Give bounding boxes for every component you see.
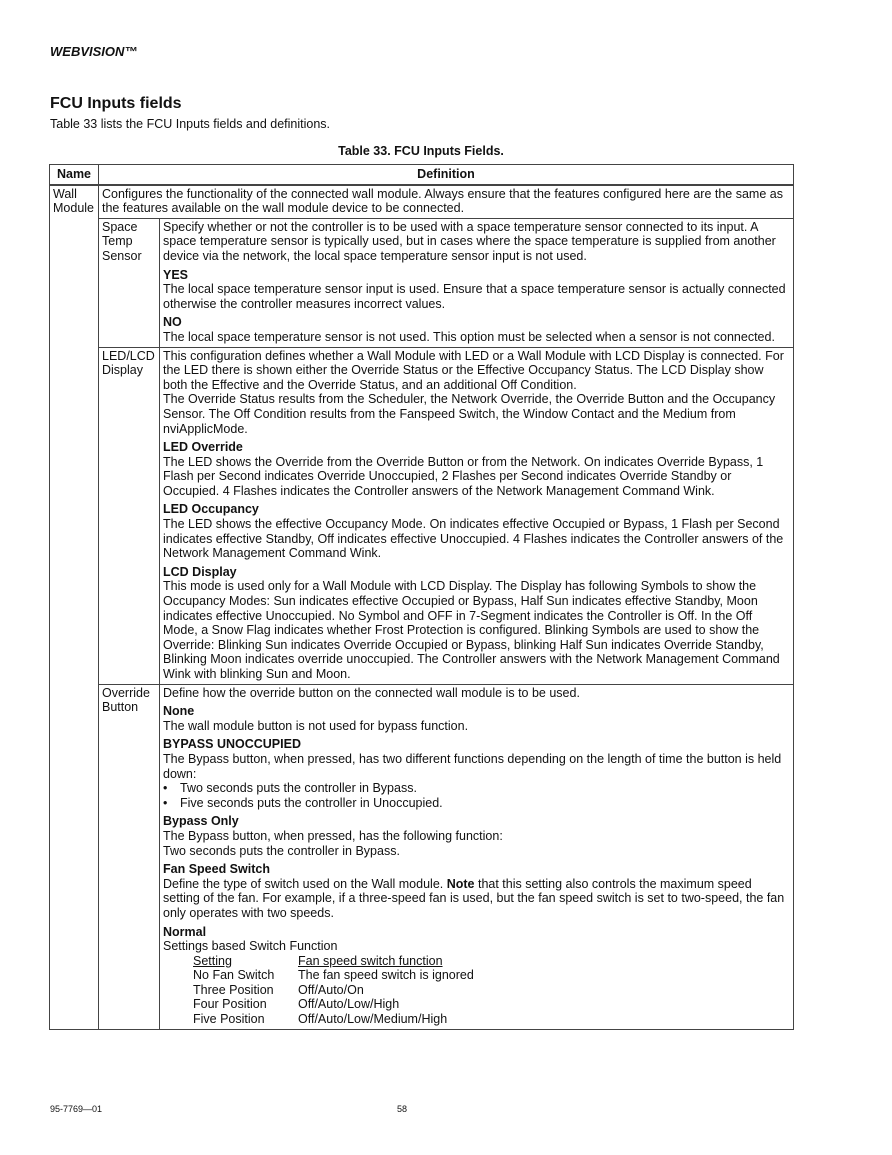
option-text: The local space temperature sensor is not used. This option must be selected when a sensor is not connected. — [163, 329, 775, 344]
option-title: Bypass Only — [163, 814, 239, 829]
header-name: Name — [50, 165, 99, 185]
settings-cell: Off/Auto/Low/Medium/High — [298, 1012, 448, 1027]
option-text: The local space temperature sensor input is used. Ensure that a space temperature sensor is actually connected otherwise the controller measures incorrect values. — [163, 282, 786, 311]
settings-row — [193, 997, 484, 1012]
option-text: Two seconds puts the controller in Bypass. — [163, 843, 400, 858]
list-item: • Five seconds puts the controller in Unoccupied. — [163, 796, 790, 811]
option-title: YES — [163, 267, 189, 282]
table-row — [50, 185, 794, 219]
settings-cell: Five Position — [193, 1012, 265, 1027]
option-title: Normal — [163, 924, 207, 939]
override-definition — [160, 684, 794, 1029]
option-title: LED Override — [163, 440, 243, 455]
note-label: Note — [446, 876, 475, 891]
header-definition: Definition — [99, 165, 794, 185]
settings-cell: Off/Auto/On — [298, 982, 364, 997]
option-text — [163, 877, 790, 921]
option-text: This mode is used only for a Wall Module with LCD Display. The Display has following Symbols to show the Occupancy Modes: Sun indicates effective Occupied or Bypass, Half Sun indicates effective Standby, Moon indicates effective Unoccupied. No Symbol and OFF in 7-Segment indicates the Controller is Off. In the Off Mode, a Snow Flag indicates whether Frost Protection is configured. Blinking Symbols are used to show the Override: Blinking Sun indicates Override Occupied or Bypass, blinking Half Sun indicates Override Standby, Blinking Moon indicates override unoccupied. The Controller answers with the Network Management Command Wink with blinking Sun and Moon. — [163, 579, 780, 681]
settings-header-row — [193, 954, 484, 969]
override-intro: Define how the override button on the connected wall module is to be used. — [163, 685, 580, 700]
settings-header-setting: Setting — [193, 953, 232, 968]
option-title: BYPASS UNOCCUPIED — [163, 737, 301, 752]
subrow-name-override: Override Button — [99, 684, 160, 1029]
list-item: • Two seconds puts the controller in Bypass. — [163, 781, 790, 796]
settings-table — [193, 954, 484, 1027]
settings-header-function: Fan speed switch function — [298, 953, 443, 968]
option-title: LED Occupancy — [163, 502, 259, 517]
option-text: Settings based Switch Function — [163, 939, 338, 954]
settings-cell: Three Position — [193, 982, 274, 997]
option-title: NO — [163, 315, 182, 330]
led-lcd-intro: This configuration defines whether a Wall Module with LED or a Wall Module with LCD Display is connected. For the LED there is shown either the Override Status or the Effective Occupancy Status. The LCD Display show both the Effective and the Override Status, and an additional Off Condition. — [163, 348, 784, 392]
wall-module-definition: Configures the functionality of the connected wall module. Always ensure that the features configured here are the same as the features available on the wall module device to be connected. — [99, 185, 794, 219]
settings-cell: Four Position — [193, 997, 267, 1012]
option-text: The Bypass button, when pressed, has the following function: — [163, 828, 503, 843]
row-name-wall-module: Wall Module — [50, 185, 99, 1030]
option-text: The Bypass button, when pressed, has two different functions depending on the length of time the button is held down: — [163, 751, 782, 781]
section-title: FCU Inputs fields — [50, 95, 182, 112]
document-number: 95-7769—01 — [50, 1104, 103, 1114]
subrow-name-led-lcd: LED/LCD Display — [99, 347, 160, 684]
option-title: Fan Speed Switch — [163, 862, 270, 877]
fan-text-b: that this setting also controls the maximum speed setting of the fan. For example, if a three-speed fan is used, but the fan speed switch is set to two-speed, the fan only operates with two speeds. — [163, 876, 785, 920]
section-intro: Table 33 lists the FCU Inputs fields and definitions. — [50, 117, 331, 131]
option-text: The wall module button is not used for bypass function. — [163, 718, 469, 733]
option-title: LCD Display — [163, 564, 237, 579]
subrow-name-space-temp: Space Temp Sensor — [99, 218, 160, 347]
settings-cell: No Fan Switch — [193, 968, 275, 983]
bullet-list — [163, 781, 790, 810]
table-row — [50, 218, 794, 347]
settings-row — [193, 1012, 484, 1027]
settings-row — [193, 968, 484, 983]
page-number: 58 — [397, 1104, 408, 1114]
settings-cell: The fan speed switch is ignored — [298, 968, 474, 983]
led-lcd-definition — [160, 347, 794, 684]
table-row — [50, 684, 794, 1029]
space-temp-intro: Specify whether or not the controller is to be used with a space temperature sensor connected to its input. A space temperature sensor is typically used, but in cases where the space temperature is supplied from another device via the network, the local space temperature sensor input is not used. — [163, 219, 776, 263]
settings-row — [193, 983, 484, 998]
document-header: WEBVISION™ — [50, 44, 138, 59]
fcu-inputs-table — [49, 164, 794, 1030]
table-caption: Table 33. FCU Inputs Fields. — [338, 144, 504, 158]
table-header-row — [50, 165, 794, 185]
space-temp-definition — [160, 218, 794, 347]
fan-text-a: Define the type of switch used on the Wall module. — [163, 876, 447, 891]
option-text: The LED shows the Override from the Override Button or from the Network. On indicates Override Bypass, 1 Flash per Second indicates Override Unoccupied, 2 Flashes per Second indicates Override Standby or Occupied. 4 Flashes indicates the Controller answers of the Network Management Command Wink. — [163, 454, 764, 498]
settings-cell: Off/Auto/Low/High — [298, 997, 400, 1012]
option-text: The LED shows the effective Occupancy Mode. On indicates effective Occupied or Bypass, 1 Flash per Second indicates effective Standby, Off indicates effective Unoccupied. 4 Flashes indicates the Controller answers of the Network Management Command Wink. — [163, 517, 784, 561]
led-lcd-intro-2: The Override Status results from the Scheduler, the Network Override, the Override Button and the Occupancy Sensor. The Off Condition results from the Fanspeed Switch, the Window Contact and the Medium from nviApplicMode. — [163, 392, 776, 436]
option-title: None — [163, 704, 195, 719]
table-row — [50, 347, 794, 684]
